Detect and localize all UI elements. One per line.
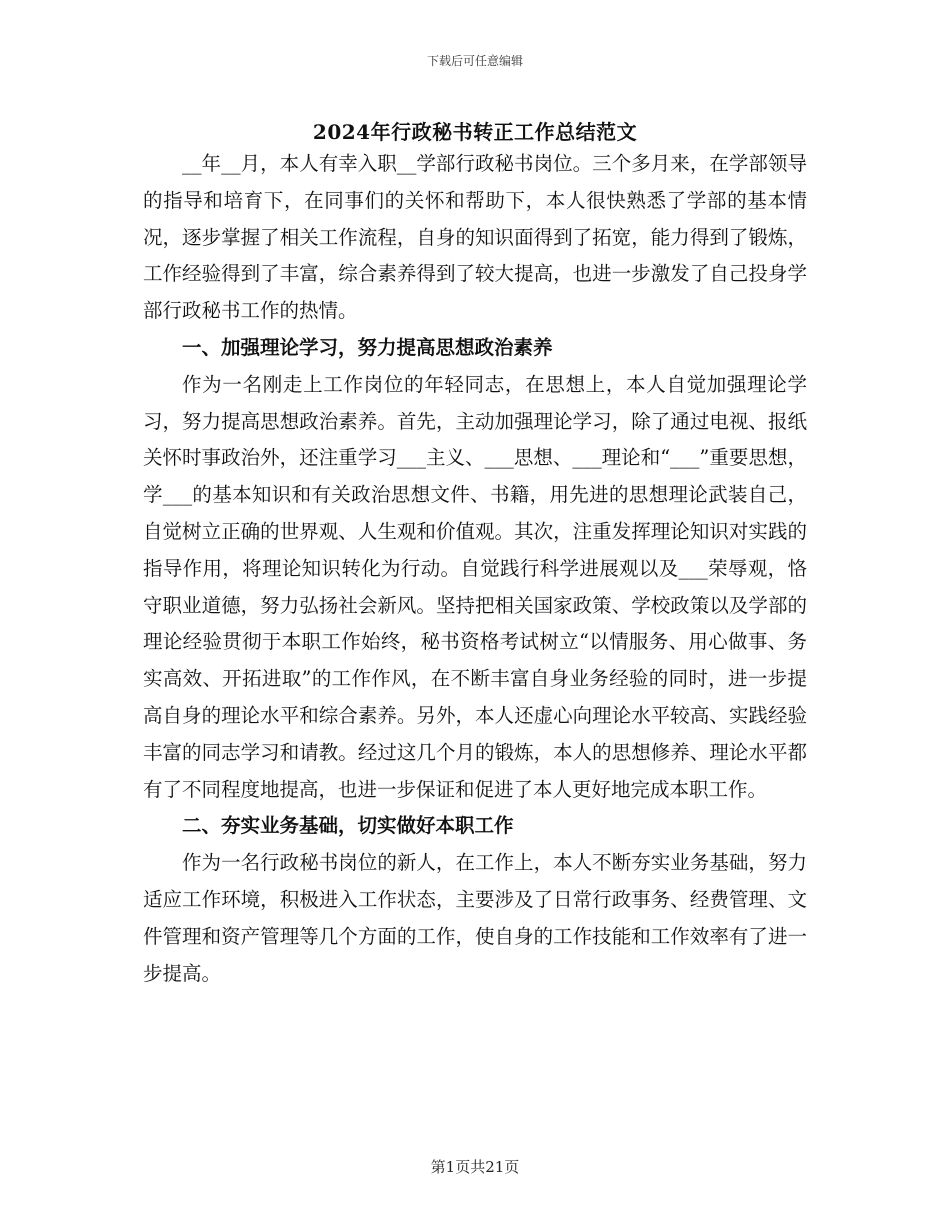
- document-title: 2024年行政秘书转正工作总结范文: [312, 120, 638, 144]
- paragraph-intro: __年__月，本人有幸入职__学部行政秘书岗位。三个多月来，在学部领导的指导和培育下，在同事们的关怀和帮助下，本人很快熟悉了学部的基本情况，逐步掌握了相关工作流程，自身的知识面得到了拓宽，能力得到了锻炼，工作经验得到了丰富，综合素养得到了较大提高，也进一步激发了自己投身学部行政秘书工作的热情。: [143, 152, 807, 323]
- page-header-note: 下载后可任意编辑: [426, 54, 523, 68]
- page-number: 第1页共21页: [430, 1158, 520, 1176]
- section-heading-theory: 一、加强理论学习，努力提高思想政治素养: [182, 335, 553, 359]
- section-heading-business: 二、夯实业务基础，切实做好本职工作: [182, 814, 514, 838]
- document-body: [143, 146, 807, 992]
- paragraph-business: 作为一名行政秘书岗位的新人，在工作上，本人不断夯实业务基础，努力适应工作环境，积极进入工作状态，主要涉及了日常行政事务、经费管理、文件管理和资产管理等几个方面的工作，使自身的工作技能和工作效率有了进一步提高。: [143, 851, 807, 985]
- paragraph-theory: 作为一名刚走上工作岗位的年轻同志，在思想上，本人自觉加强理论学习，努力提高思想政治素养。首先，主动加强理论学习，除了通过电视、报纸关怀时事政治外，还注重学习___主义、___思想、___理论和“___”重要思想，学___的基本知识和有关政治思想文件、书籍，用先进的思想理论武装自己，自觉树立正确的世界观、人生观和价值观。其次，注重发挥理论知识对实践的指导作用，将理论知识转化为行动。自觉践行科学进展观以及___荣辱观，恪守职业道德，努力弘扬社会新风。坚持把相关国家政策、学校政策以及学部的理论经验贯彻于本职工作始终，秘书资格考试树立“以情服务、用心做事、务实高效、开拓进取”的工作作风，在不断丰富自身业务经验的同时，进一步提高自身的理论水平和综合素养。另外，本人还虚心向理论水平较高、实践经验丰富的同志学习和请教。经过这几个月的锻炼，本人的思想修养、理论水平都有了不同程度地提高，也进一步保证和促进了本人更好地完成本职工作。: [143, 372, 807, 801]
